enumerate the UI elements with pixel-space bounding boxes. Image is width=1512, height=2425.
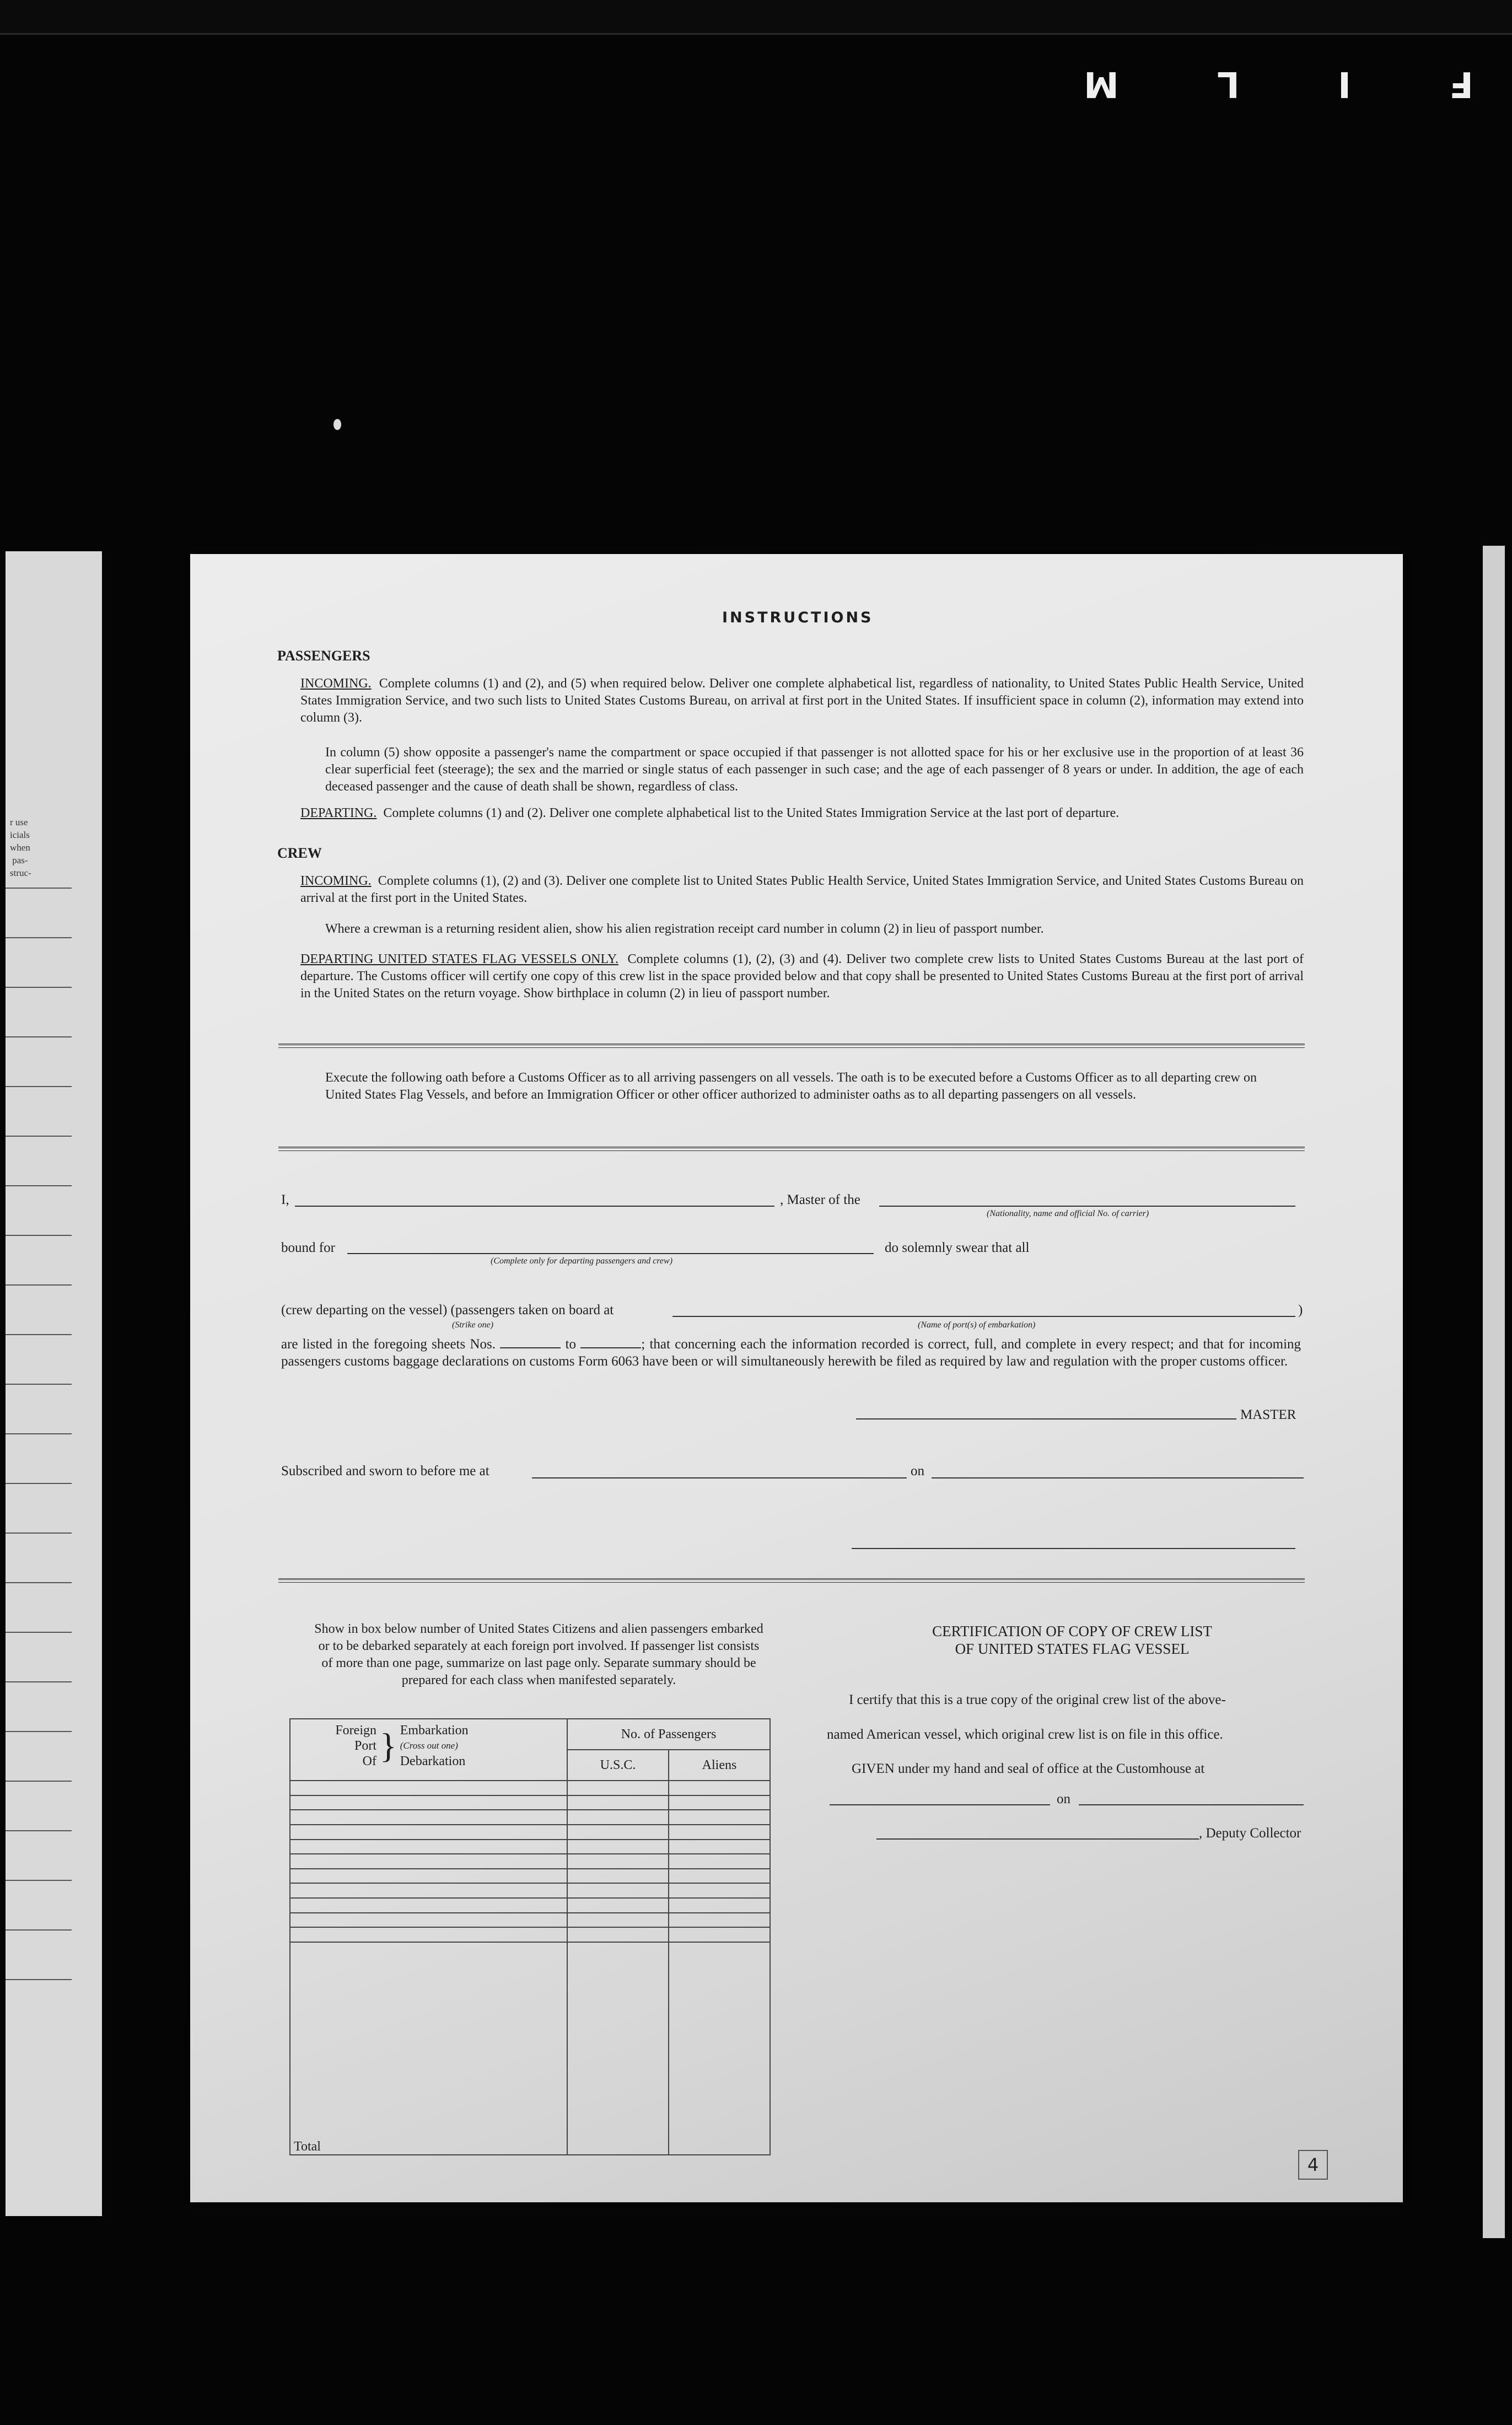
usc-cell[interactable] <box>567 1840 669 1854</box>
departing-text: Complete columns (1) and (2). Deliver one complete alphabetical list to the United States Immigration Service at the last port of departure. <box>383 806 1120 820</box>
master-label: MASTER <box>1240 1407 1296 1422</box>
passengers-departing-paragraph <box>300 805 1304 822</box>
no-of-passengers-header: No. of Passengers <box>567 1719 770 1750</box>
debarkation-label: Debarkation <box>400 1754 466 1768</box>
rule <box>6 1533 72 1534</box>
port-cell[interactable] <box>290 1840 567 1854</box>
form-title: INSTRUCTIONS <box>722 609 874 626</box>
crew-departing-text: Complete columns (1), (2), (3) and (4). Deliver two complete crew lists to United States Customs Bureau at the last port of departure. The Customs officer will certify one copy of this crew list in the space provided below and that copy shall be presented to United States Customs Bureau at the first port of arrival in the United States on the return voyage. Show birthplace in column (2) in lieu of passport number. <box>300 952 1304 1001</box>
adjacent-page-strip <box>6 551 102 2216</box>
form-page <box>190 554 1403 2202</box>
cross-out-caption: (Cross out one) <box>400 1740 458 1751</box>
table-row <box>290 1927 770 1942</box>
table-row <box>290 1795 770 1810</box>
certification-on-label: on <box>1057 1792 1070 1806</box>
crew-heading: CREW <box>277 845 322 861</box>
sworn-at-field[interactable] <box>532 1477 907 1478</box>
certification-date-field[interactable] <box>1079 1804 1304 1805</box>
aliens-cell[interactable] <box>669 1898 770 1913</box>
table-row <box>290 1913 770 1928</box>
deputy-signature-field[interactable] <box>876 1838 1199 1840</box>
port-cell[interactable] <box>290 1869 567 1884</box>
rule <box>6 1632 72 1633</box>
usc-cell[interactable] <box>567 1795 669 1810</box>
foreign-label: Foreign <box>335 1723 376 1738</box>
port-cell[interactable] <box>290 1781 567 1795</box>
port-cell[interactable] <box>290 1810 567 1825</box>
crew-departing-paragraph <box>300 951 1304 1002</box>
bound-for-caption: (Complete only for departing passengers and crew) <box>491 1256 673 1266</box>
table-row <box>290 1898 770 1913</box>
rule <box>6 888 72 889</box>
embarkation-label: Embarkation <box>400 1723 469 1738</box>
rule <box>6 1681 72 1682</box>
rule <box>6 1036 72 1037</box>
solemnly-swear-label: do solemnly swear that all <box>885 1240 1030 1255</box>
certify-line-2: named American vessel, which original crew list is on file in this office. <box>827 1727 1223 1742</box>
rule <box>6 1136 72 1137</box>
rule <box>6 1086 72 1087</box>
dust-speck <box>333 419 341 430</box>
sworn-date-field[interactable] <box>932 1477 1304 1478</box>
brace-glyph: } <box>380 1726 397 1765</box>
sheets-text-2: ; that concerning each the information recorded is correct, full, and complete in every respect; and that for incoming passengers customs baggage declarations on customs Form 6063 have been or will simultaneously herewith be filed as required by law and regulation with the proper customs officer. <box>281 1337 1301 1369</box>
port-caption: (Name of port(s) of embarkation) <box>918 1320 1036 1330</box>
aliens-header: Aliens <box>669 1750 770 1781</box>
foreign-port-of-label <box>294 1723 376 1769</box>
customhouse-field[interactable] <box>830 1804 1050 1805</box>
departing-label: DEPARTING. <box>300 806 377 820</box>
aliens-cell[interactable] <box>669 1913 770 1928</box>
usc-cell[interactable] <box>567 1825 669 1840</box>
taken-on-board-label: (crew departing on the vessel) (passengers taken on board at <box>281 1303 614 1318</box>
officer-signature-field[interactable] <box>852 1548 1295 1549</box>
resident-alien-paragraph: Where a crewman is a returning resident alien, show his alien registration receipt card number in column (2) in lieu of passport number. <box>325 922 1044 936</box>
bound-for-field[interactable] <box>347 1253 874 1254</box>
port-header-cell <box>290 1719 567 1781</box>
incoming-text: Complete columns (1) and (2), and (5) when required below. Deliver one complete alphabetical list, regardless of nationality, to United States Public Health Service, United States Immigration Service, and two such lists to United States Customs Bureau, on arrival at first port in the United States. If insufficient space in column (2), information may extend into column (3). <box>300 676 1304 725</box>
rule <box>6 1781 72 1782</box>
page-number-stamp: 4 <box>1298 2150 1328 2180</box>
port-cell[interactable] <box>290 1883 567 1898</box>
usc-cell[interactable] <box>567 1810 669 1825</box>
usc-cell[interactable] <box>567 1913 669 1928</box>
table-row <box>290 1825 770 1840</box>
usc-cell[interactable] <box>567 1781 669 1795</box>
of-label: Of <box>362 1754 376 1768</box>
port-cell[interactable] <box>290 1927 567 1942</box>
aliens-cell[interactable] <box>669 1840 770 1854</box>
given-line: GIVEN under my hand and seal of office at the Customhouse at <box>852 1761 1205 1776</box>
rule <box>6 1929 72 1931</box>
summary-instruction: Show in box below number of United States Citizens and alien passengers embarked or to be debarked separately at each foreign port involved. If passenger list consists of more than one page, summarize on last page only. Separate summary should be prepared for each class when manifested separately. <box>314 1622 763 1687</box>
subscribed-label: Subscribed and sworn to before me at <box>281 1464 489 1478</box>
strike-one-caption: (Strike one) <box>452 1320 494 1330</box>
aliens-cell[interactable] <box>669 1854 770 1869</box>
table-row <box>290 1781 770 1795</box>
certification-title <box>852 1622 1293 1658</box>
usc-cell[interactable] <box>567 1869 669 1884</box>
port-cell[interactable] <box>290 1913 567 1928</box>
double-rule <box>278 1044 1305 1048</box>
rule <box>6 1384 72 1385</box>
sheets-text-1: are listed in the foregoing sheets Nos. <box>281 1337 496 1352</box>
rule <box>6 1880 72 1881</box>
aliens-total-cell[interactable] <box>669 1942 770 2155</box>
aliens-cell[interactable] <box>669 1825 770 1840</box>
port-cell[interactable] <box>290 1854 567 1869</box>
carrier-field[interactable] <box>879 1206 1295 1207</box>
film-marks: F I L M <box>1041 63 1473 104</box>
rule <box>6 1979 72 1980</box>
crew-incoming-text: Complete columns (1), (2) and (3). Deliver one complete list to United States Public Health Service, United States Immigration Service, and United States Customs Bureau on arrival at the first port in the United States. <box>300 874 1304 905</box>
passengers-incoming-paragraph <box>300 675 1304 727</box>
incoming-label: INCOMING. <box>300 676 372 691</box>
sheet-from-field[interactable] <box>500 1347 561 1348</box>
bound-for-label: bound for <box>281 1240 335 1255</box>
close-paren: ) <box>1298 1303 1303 1318</box>
sheets-paragraph <box>281 1336 1301 1370</box>
rule <box>6 1731 72 1732</box>
certification-title-line-1: CERTIFICATION OF COPY OF CREW LIST <box>932 1623 1212 1639</box>
table-row <box>290 1840 770 1854</box>
usc-cell[interactable] <box>567 1927 669 1942</box>
table-row <box>290 1869 770 1884</box>
film-top-edge <box>0 0 1512 35</box>
usc-total-cell[interactable] <box>567 1942 669 2155</box>
aliens-cell[interactable] <box>669 1795 770 1810</box>
aliens-cell[interactable] <box>669 1927 770 1942</box>
rule <box>6 1433 72 1434</box>
rule <box>6 1582 72 1583</box>
oath-i: I, <box>281 1192 289 1207</box>
embarkation-debarkation-label <box>400 1723 469 1769</box>
table-row <box>290 1854 770 1869</box>
aliens-cell[interactable] <box>669 1883 770 1898</box>
total-row <box>290 1942 770 2155</box>
certification-title-line-2: OF UNITED STATES FLAG VESSEL <box>955 1641 1190 1657</box>
sheets-to: to <box>565 1337 577 1352</box>
rule <box>6 1334 72 1335</box>
adjacent-page-text: r use icials when pas- struc- <box>10 817 31 878</box>
master-of-the-label: , Master of the <box>780 1192 860 1207</box>
total-label: Total <box>290 1942 567 2155</box>
usc-cell[interactable] <box>567 1883 669 1898</box>
aliens-cell[interactable] <box>669 1781 770 1795</box>
sworn-on-label: on <box>911 1464 924 1478</box>
rule <box>6 1284 72 1286</box>
double-rule <box>278 1147 1305 1151</box>
rule <box>6 1235 72 1236</box>
carrier-caption: (Nationality, name and official No. of carrier) <box>987 1209 1149 1218</box>
table-row <box>290 1883 770 1898</box>
passenger-summary-table <box>289 1718 771 2155</box>
oath-instruction: Execute the following oath before a Customs Officer as to all arriving passengers on all vessels. The oath is to be executed before a Customs Officer as to all departing crew on United States Flag Vessels, and before an Immigration Officer or other officer authorized to administer oaths as to all departing passengers on all vessels. <box>325 1071 1257 1102</box>
rule <box>6 987 72 988</box>
port-cell[interactable] <box>290 1795 567 1810</box>
rule <box>6 1185 72 1186</box>
rule <box>6 1830 72 1831</box>
crew-incoming-label: INCOMING. <box>300 874 372 888</box>
adjacent-page-edge <box>1483 546 1505 2238</box>
passengers-heading: PASSENGERS <box>277 648 370 664</box>
table-row <box>290 1810 770 1825</box>
port-cell[interactable] <box>290 1825 567 1840</box>
port-cell[interactable] <box>290 1898 567 1913</box>
double-rule <box>278 1578 1305 1583</box>
crew-incoming-paragraph <box>300 873 1304 907</box>
usc-header: U.S.C. <box>567 1750 669 1781</box>
port-label: Port <box>354 1739 376 1753</box>
master-name-field[interactable] <box>295 1206 774 1207</box>
aliens-cell[interactable] <box>669 1869 770 1884</box>
crew-departing-label: DEPARTING UNITED STATES FLAG VESSELS ONLY. <box>300 952 618 966</box>
master-signature-field[interactable] <box>856 1418 1236 1419</box>
usc-cell[interactable] <box>567 1854 669 1869</box>
certify-line-1: I certify that this is a true copy of the original crew list of the above- <box>849 1692 1226 1707</box>
column5-paragraph: In column (5) show opposite a passenger's name the compartment or space occupied if that passenger is not allotted space for his or her exclusive use in the proportion of at least 36 clear superficial feet (steerage); the sex and the married or single status of each passenger in such case; and the age of each passenger of 8 years or under. In addition, the age of each deceased passenger and the cause of death shall be shown, regardless of class. <box>325 745 1304 794</box>
usc-cell[interactable] <box>567 1898 669 1913</box>
embarkation-port-field[interactable] <box>672 1316 1295 1317</box>
rule <box>6 1483 72 1484</box>
deputy-collector-label: , Deputy Collector <box>1199 1826 1301 1841</box>
aliens-cell[interactable] <box>669 1810 770 1825</box>
sheet-to-field[interactable] <box>580 1347 641 1348</box>
rule <box>6 937 72 938</box>
